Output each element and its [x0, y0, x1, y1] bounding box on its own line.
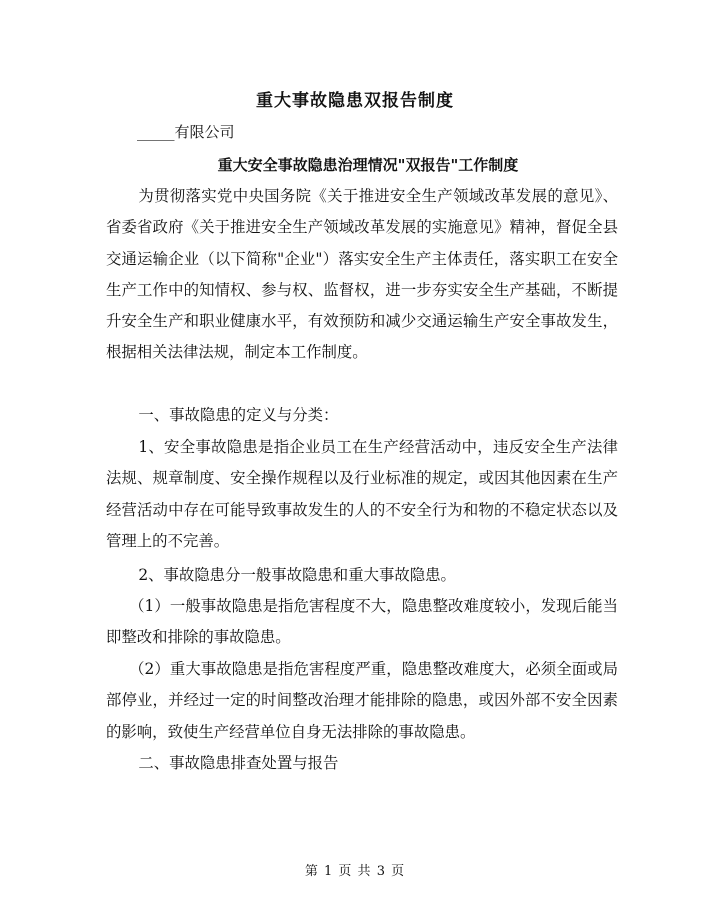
paragraph-definition-1: 1、安全事故隐患是指企业员工在生产经营活动中，违反安全生产法律法规、规章制度、安全操作规程以及行业标准的规定，或因其他因素在生产经营活动中存在可能导致事故发生的人的不安全行为和物的不稳定状态以及管理上的不完善。	[106, 438, 618, 550]
document-title: 重大事故隐患双报告制度	[256, 91, 454, 111]
paragraph-general-hazard: （1）一般事故隐患是指危害程度不大，隐患整改难度较小，发现后能当即整改和排除的事故隐患。	[106, 597, 618, 647]
paragraph-major-hazard: （2）重大事故隐患是指危害程度严重，隐患整改难度大，必须全面或局部停业，并经过一定的时间整改治理才能排除的隐患，或因外部不安全因素的影响，致使生产经营单位自身无法排除的事故隐患。	[106, 660, 618, 741]
paragraph-heading-inspection: 二、事故隐患排查处置与报告	[138, 754, 339, 772]
paragraph-heading-definition: 一、事故隐患的定义与分类：	[138, 406, 339, 424]
page-footer: 第 1 页 共 3 页	[304, 864, 406, 879]
section-title: 重大安全事故隐患治理情况"双报告"工作制度	[217, 156, 519, 174]
paragraph-definition-2: 2、事故隐患分一般事故隐患和重大事故隐患。	[138, 566, 456, 584]
paragraph-intro: 为贯彻落实党中央国务院《关于推进安全生产领域改革发展的意见》、省委省政府《关于推进安全生产领域改革发展的实施意见》精神，督促全县交通运输企业（以下简称"企业"）落实安全生产主体责任，落实职工在安全生产工作中的知情权、参与权、监督权，进一步夯实安全生产基础，不断提升安全生产和职业健康水平，有效预防和减少交通运输生产安全事故发生，根据相关法律法规，制定本工作制度。	[106, 187, 618, 362]
company-name-line: _____有限公司	[137, 123, 235, 141]
